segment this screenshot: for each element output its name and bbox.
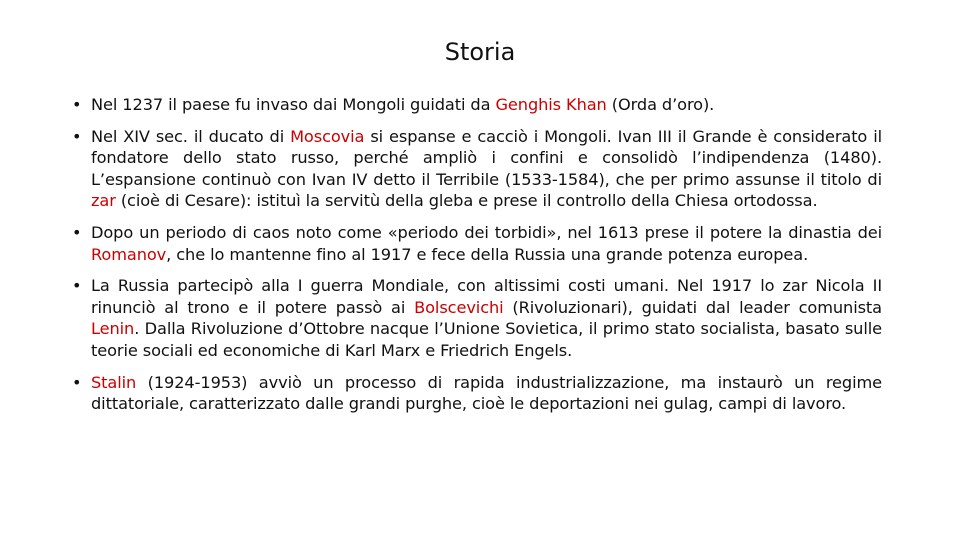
bullet-text: Nel XIV sec. il ducato di xyxy=(91,126,291,146)
bullet-item-stalin xyxy=(72,372,882,415)
bullet-list xyxy=(72,94,882,425)
bullet-icon: • xyxy=(72,222,82,242)
highlight-moscovia: Moscovia xyxy=(290,126,365,146)
bullet-item-moscovia xyxy=(72,126,882,212)
bullet-icon: • xyxy=(72,95,82,114)
slide-title: Storia xyxy=(444,38,516,66)
bullet-text: (Rivoluzionari), guidati dal leader comunista xyxy=(503,297,883,317)
highlight-romanov: Romanov xyxy=(91,244,167,264)
bullet-text: (cioè di Cesare): istituì la servitù della gleba e prese il controllo della Chiesa ortodossa. xyxy=(115,191,818,211)
bullet-text: Nel 1237 il paese fu invaso dai Mongoli guidati da xyxy=(91,95,496,114)
bullet-text: Dopo un periodo di caos noto come «periodo dei torbidi», nel 1613 prese il potere la dinastia dei xyxy=(91,222,882,242)
highlight-genghis-khan: Genghis Khan xyxy=(495,95,607,114)
bullet-text: (Orda d’oro). xyxy=(606,95,715,114)
highlight-zar: zar xyxy=(91,191,116,211)
highlight-lenin: Lenin xyxy=(91,319,135,339)
bullet-text: La Russia partecipò alla I guerra Mondiale, con altissimi costi umani. Nel 1917 lo zar Nicola II rinunciò al trono e il potere passò ai xyxy=(91,276,882,317)
bullet-text: (1924-1953) avviò un processo di rapida industrializzazione, ma instaurò un regime dittatoriale, caratterizzato dalle grandi purghe, cioè le deportazioni nei gulag, campi di lavoro. xyxy=(91,372,882,414)
bullet-item-romanov xyxy=(72,222,882,265)
bullet-icon: • xyxy=(72,372,82,392)
bullet-text: si espanse e cacciò i Mongoli. Ivan III il Grande è considerato il fondatore dello stato russo, perché ampliò i confini e consolidò l’indipendenza (1480). L’espansione continuò con Ivan IV detto il Terribile (1533-1584), che per primo assunse il titolo di xyxy=(91,126,882,189)
bullet-text: . Dalla Rivoluzione d’Ottobre nacque l’Unione Sovietica, il primo stato socialista, basato sulle teorie sociali ed economiche di Karl Marx e Friedrich Engels. xyxy=(91,319,882,360)
bullet-item-revolution xyxy=(72,275,882,361)
bullet-text: , che lo mantenne fino al 1917 e fece della Russia una grande potenza europea. xyxy=(166,244,809,264)
bullet-icon: • xyxy=(72,126,82,146)
highlight-stalin: Stalin xyxy=(91,372,137,392)
bullet-item-mongols xyxy=(72,94,882,116)
bullet-icon: • xyxy=(72,276,82,296)
highlight-bolscevichi: Bolscevichi xyxy=(414,297,504,317)
